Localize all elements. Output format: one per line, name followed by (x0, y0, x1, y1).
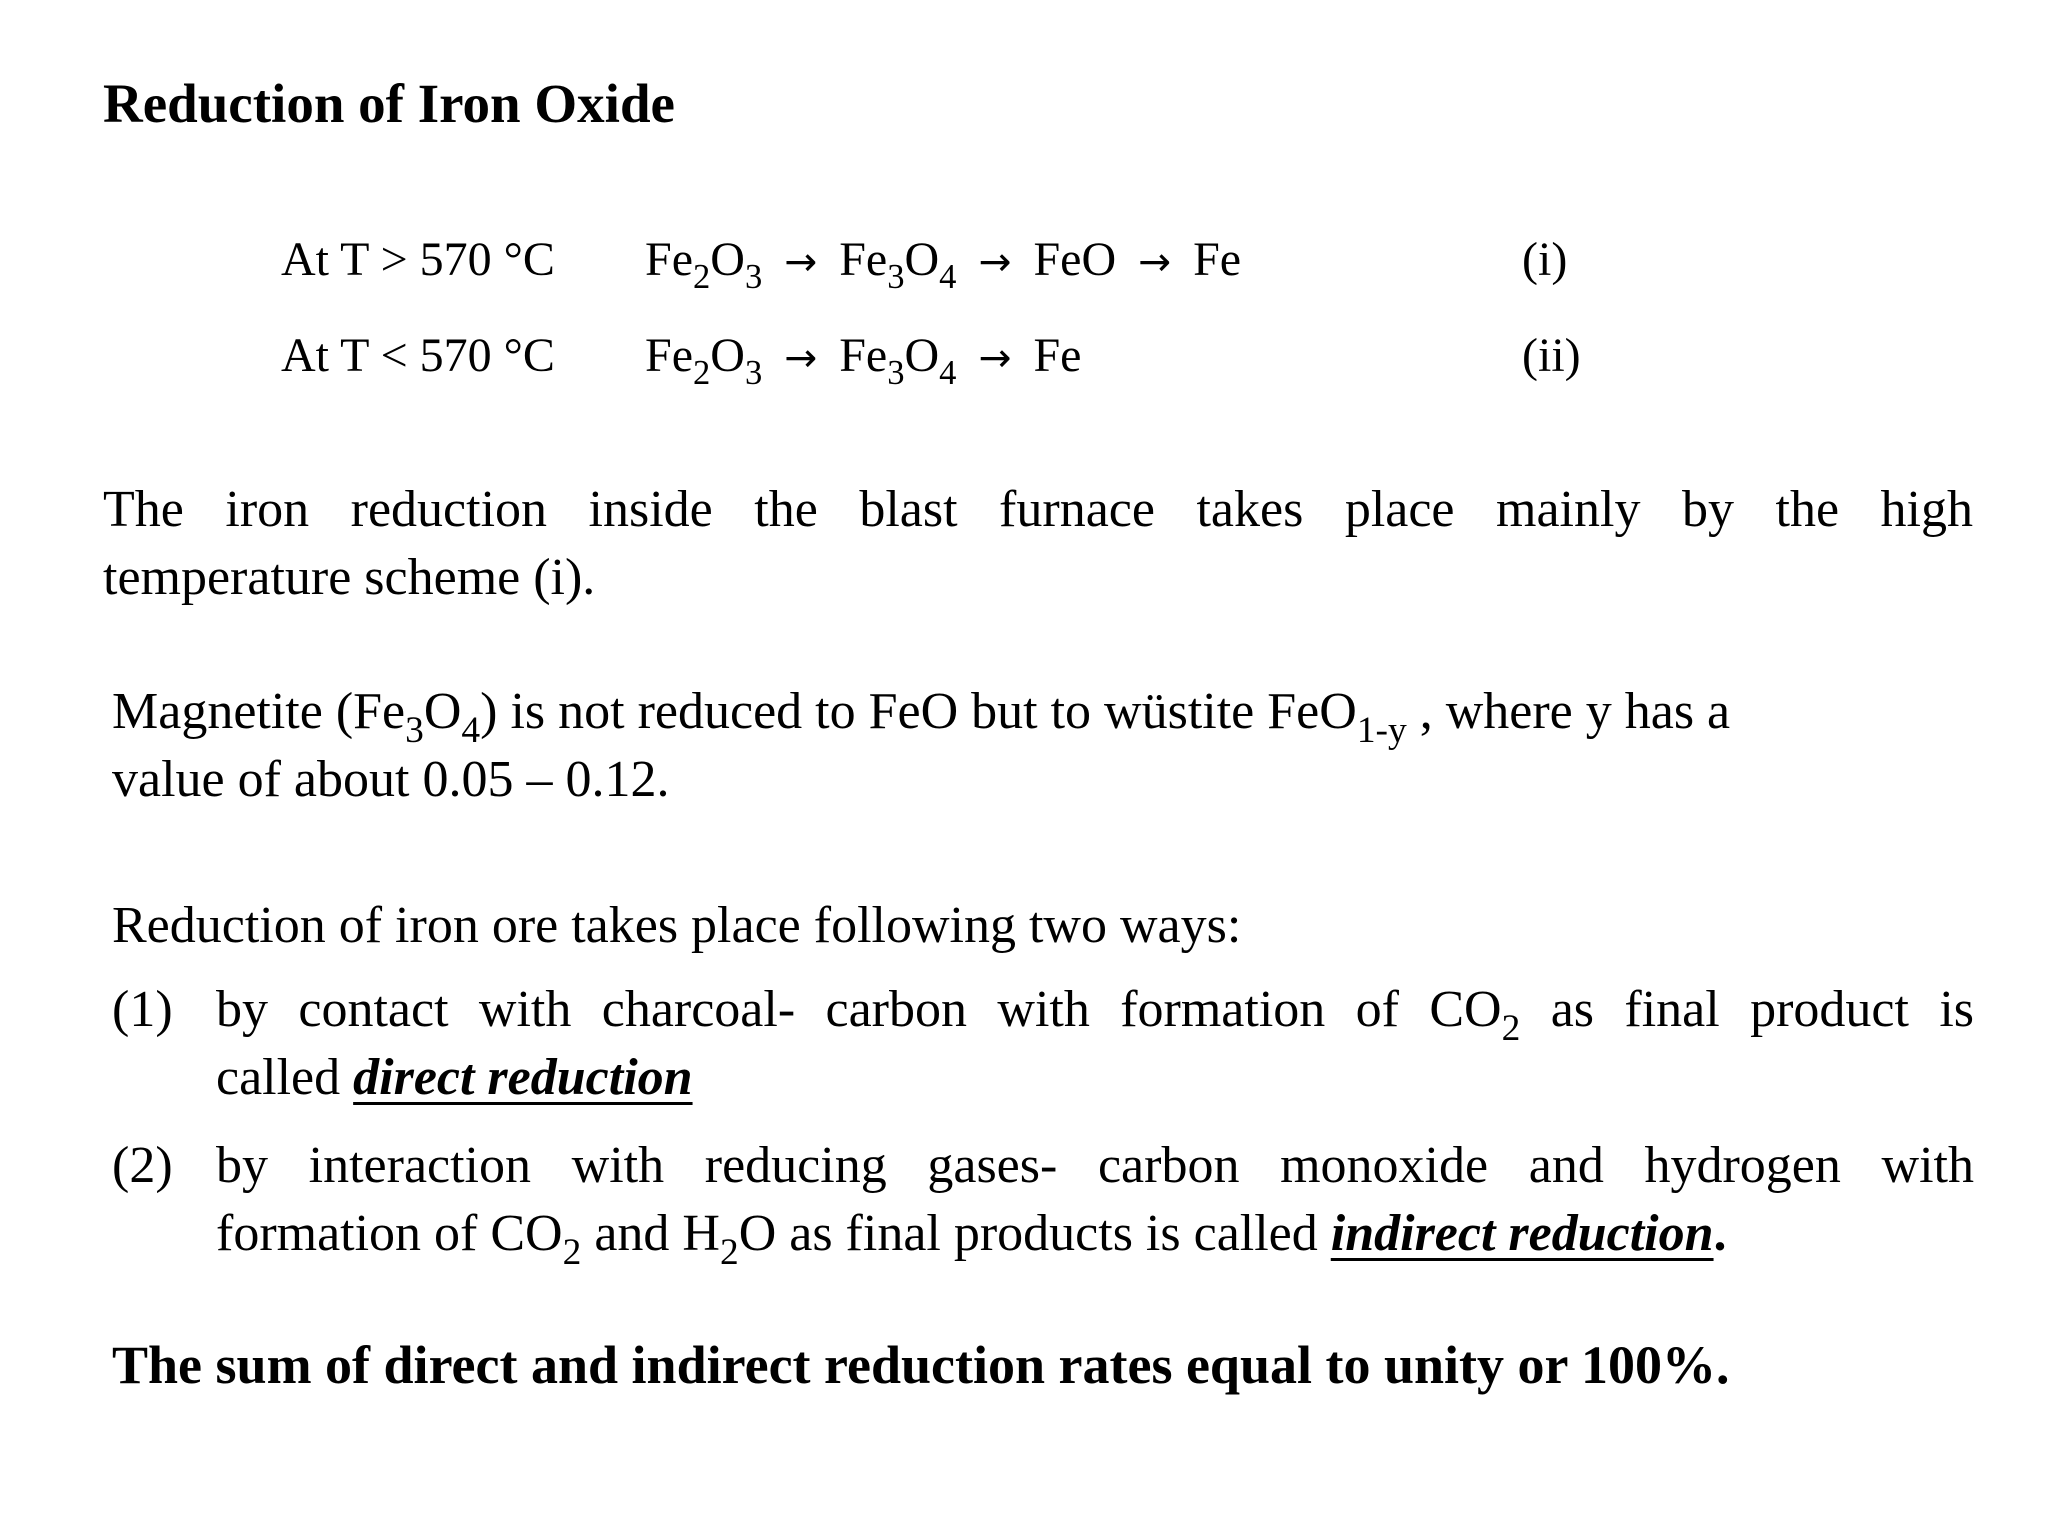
term-direct-reduction: direct reduction (353, 1049, 693, 1106)
paragraph-line: The iron reduction inside the blast furnace takes place mainly by the high (103, 481, 1973, 538)
arrow-icon: → (978, 335, 1012, 381)
reaction-label: (ii) (1522, 329, 1581, 382)
formula-fe2o3: $Fe_2O_3$ (645, 329, 763, 393)
conclusion-statement: The sum of direct and indirect reduction rates equal to unity or 100%. (112, 1335, 1730, 1395)
list-item-line: by contact with charcoal- carbon with formation of $CO_2$ as final product is (216, 981, 1975, 1050)
arrow-icon: → (1138, 239, 1172, 285)
formula-fe3o4: $Fe_3O_4$ (839, 329, 957, 393)
formula-fe: Fe (1193, 233, 1242, 286)
formula-fe: Fe (1033, 329, 1082, 382)
list-item-number: (2) (112, 1137, 173, 1194)
formula-feo: FeO (1033, 233, 1117, 286)
formula-fe3o4: $Fe_3O_4$ (839, 233, 957, 297)
reaction-chain (645, 328, 1082, 393)
arrow-icon: → (978, 239, 1012, 285)
list-item-line: by interaction with reducing gases- carbon monoxide and hydrogen with (216, 1137, 1974, 1194)
reaction-chain (645, 232, 1242, 297)
paragraph-line: Magnetite $(Fe_3O_4)$ is not reduced to FeO but to wüstite FeO$_{1-y}$ , where y has a (112, 683, 1731, 752)
formula-fe2o3: $Fe_2O_3$ (645, 233, 763, 297)
list-item-line: formation of $CO_2$ and $H_2O$ as final products is called indirect reduction. (216, 1205, 1727, 1274)
reaction-label: (i) (1522, 233, 1568, 286)
arrow-icon: → (784, 239, 818, 285)
page-title: Reduction of Iron Oxide (103, 73, 675, 134)
list-item-number: (1) (112, 981, 173, 1038)
reaction-condition: At T < 570 °C (281, 329, 555, 382)
paragraph-line: Reduction of iron ore takes place following two ways: (112, 897, 1242, 954)
list-item-line: called direct reduction (216, 1049, 693, 1106)
reaction-condition: At T > 570 °C (281, 233, 555, 286)
arrow-icon: → (784, 335, 818, 381)
paragraph-line: temperature scheme (i). (103, 549, 596, 606)
term-indirect-reduction: indirect reduction (1330, 1205, 1714, 1262)
paragraph-line: value of about 0.05 – 0.12. (112, 751, 670, 808)
